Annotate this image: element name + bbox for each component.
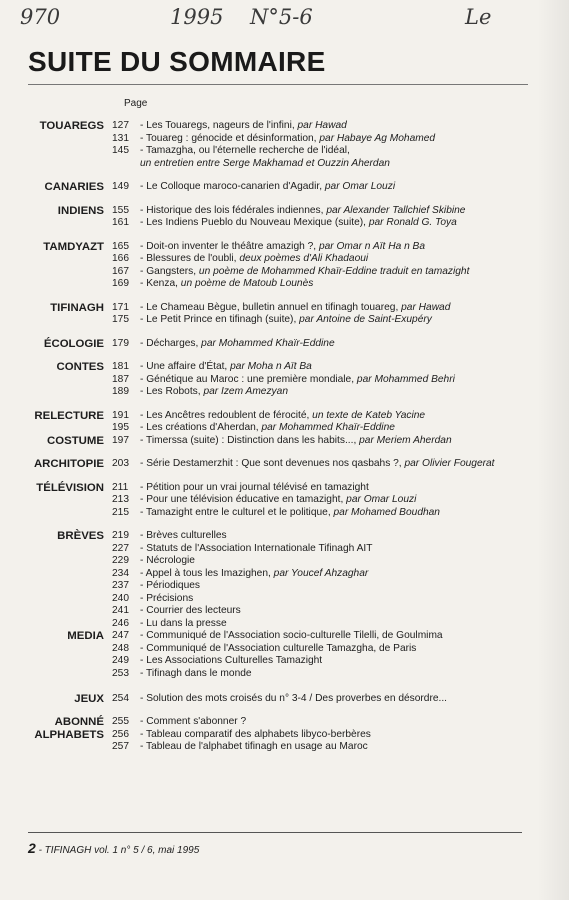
entry-title: - Les Touaregs, nageurs de l'infini, — [140, 120, 295, 131]
entry-page-number: 219 — [112, 530, 129, 541]
section-categories — [0, 205, 112, 230]
category-label: ALPHABETS — [34, 728, 104, 741]
entry-page-number: 165 — [112, 240, 129, 252]
toc-entry — [112, 568, 569, 581]
category-label — [0, 580, 104, 593]
entry-title: - Pétition pour un vrai journal télévisé en tamazight — [140, 481, 369, 493]
toc-section — [0, 361, 569, 399]
entry-page-number: 253 — [112, 667, 129, 679]
category-label: MEDIA — [67, 630, 104, 642]
toc-entry — [112, 145, 569, 158]
entry-page-number — [112, 680, 140, 693]
toc-entry — [112, 217, 569, 230]
section-entries — [112, 120, 569, 170]
toc-entry — [112, 716, 569, 729]
entry-author: par Hawad — [401, 301, 451, 313]
handwritten-year: 1995 — [170, 5, 224, 29]
entry-author: par Mohammed Khaïr-Eddine — [201, 337, 335, 349]
category-label: CONTES — [56, 361, 104, 373]
entry-title: - Génétique au Maroc : une première mondiale, — [140, 373, 355, 385]
entry-author: par Antoine de Saint-Exupéry — [299, 314, 432, 325]
toc-entry — [112, 530, 569, 543]
toc-entry — [112, 181, 569, 194]
toc-entry — [112, 253, 569, 266]
entry-title: - Courrier des lecteurs — [140, 605, 241, 616]
category-label: TAMDYAZT — [43, 240, 104, 253]
toc-entry — [112, 555, 569, 568]
section-entries — [112, 482, 569, 520]
entry-title: - Doit-on inventer le théâtre amazigh ?, — [140, 240, 317, 252]
entry-page-number: 187 — [112, 373, 129, 385]
toc-entry — [112, 494, 569, 507]
entry-title: - Tableau de l'alphabet tifinagh en usage au Maroc — [140, 741, 368, 752]
section-categories — [0, 181, 112, 194]
section-categories — [0, 120, 112, 170]
section-entries — [112, 181, 569, 194]
entry-page-number: 149 — [112, 181, 129, 192]
section-entries — [112, 716, 569, 754]
toc-entry — [112, 205, 569, 218]
entry-page-number: 203 — [112, 458, 129, 469]
toc-entry — [112, 361, 569, 374]
entry-author: par Ronald G. Toya — [368, 217, 457, 228]
entry-title: - Comment s'abonner ? — [140, 716, 247, 727]
section-entries — [112, 205, 569, 230]
entry-continuation: un entretien entre Serge Makhamad et Ouzzin Aherdan — [140, 157, 390, 169]
page-title: SUITE DU SOMMAIRE — [28, 46, 326, 77]
entry-author: par Omar n Aït Ha n Ba — [318, 240, 426, 252]
category-label: INDIENS — [57, 204, 104, 217]
entry-page-number: 131 — [112, 132, 129, 144]
entry-author: par Olivier Fougerat — [404, 458, 495, 469]
entry-title: - Une affaire d'État, — [140, 361, 228, 372]
entry-author: un poème de Matoub Lounès — [180, 278, 314, 289]
toc-section — [0, 410, 569, 448]
toc-section — [0, 458, 569, 471]
section-categories — [0, 482, 112, 520]
section-categories — [0, 458, 112, 471]
toc-entry — [112, 693, 569, 706]
footer-publication: - TIFINAGH vol. 1 n° 5 / 6, mai 1995 — [38, 845, 200, 856]
entry-title: - Nécrologie — [140, 555, 195, 566]
toc-entry — [112, 593, 569, 606]
entry-title: - Blessures de l'oubli, — [140, 253, 237, 264]
entry-page-number: 191 — [112, 409, 129, 421]
section-categories — [0, 530, 112, 705]
entry-title: - Historique des lois fédérales indiennes, — [140, 204, 324, 216]
toc-entry — [112, 435, 569, 448]
entry-page-number: 166 — [112, 253, 129, 264]
entry-page-number: 229 — [112, 555, 129, 566]
entry-page-number: 169 — [112, 278, 129, 289]
section-categories — [0, 241, 112, 291]
entry-title: - Les Robots, — [140, 386, 201, 397]
entry-title: - Les Associations Culturelles Tamazight — [140, 655, 323, 666]
entry-title: - Périodiques — [140, 580, 201, 591]
toc-entry — [112, 386, 569, 399]
toc-entry — [112, 680, 569, 693]
toc-entry — [112, 643, 569, 656]
toc-entry — [112, 120, 569, 133]
entry-page-number: 247 — [112, 630, 129, 641]
entry-author: par Mohammed Behri — [356, 373, 455, 385]
entry-author: par Omar Louzi — [324, 181, 396, 192]
category-label — [0, 605, 104, 618]
category-label: JEUX — [74, 692, 104, 705]
entry-title: - Précisions — [140, 592, 194, 604]
handwritten-number: N°5-6 — [250, 5, 313, 29]
entry-page-number: 255 — [112, 716, 129, 727]
category-label: BRÈVES — [57, 530, 104, 542]
toc-section — [0, 120, 569, 170]
section-entries — [112, 338, 569, 351]
page-footer — [28, 840, 199, 856]
entry-title: - Les créations d'Aherdan, — [140, 422, 259, 433]
section-entries — [112, 410, 569, 448]
entry-title: - Tifinagh dans le monde — [140, 667, 252, 679]
toc-entry — [112, 410, 569, 423]
section-categories — [0, 716, 112, 754]
category-label — [0, 668, 104, 681]
category-label: ÉCOLOGIE — [43, 337, 104, 350]
entry-title: - Les Indiens Pueblo du Nouveau Mexique (suite), — [140, 217, 366, 228]
entry-page-number: 179 — [112, 337, 129, 349]
entry-title: - Décharges, — [140, 337, 199, 349]
toc-section — [0, 482, 569, 520]
category-label — [0, 618, 104, 631]
toc-entry — [112, 241, 569, 254]
section-entries — [112, 302, 569, 327]
entry-page-number: 257 — [112, 741, 129, 752]
section-entries — [112, 361, 569, 399]
entry-title: - Pour une télévision éducative en tamazight, — [140, 494, 344, 505]
entry-page-number: 240 — [112, 592, 129, 604]
entry-title: - Touareg : génocide et désinformation, — [140, 132, 317, 144]
category-label — [0, 655, 104, 668]
section-entries — [112, 458, 569, 471]
table-of-contents — [0, 120, 569, 765]
entry-page-number: 189 — [112, 386, 129, 397]
toc-entry — [112, 422, 569, 435]
entry-page-number: 197 — [112, 434, 129, 446]
entry-page-number: 181 — [112, 361, 129, 372]
entry-author: par Alexander Tallchief Skibine — [326, 204, 466, 216]
entry-page-number: 155 — [112, 204, 129, 216]
entry-page-number: 127 — [112, 120, 129, 131]
toc-entry — [112, 543, 569, 556]
entry-title: - Appel à tous les Imazighen, — [140, 567, 271, 579]
entry-author: par Izem Amezyan — [203, 386, 288, 397]
page-column-label: Page — [124, 98, 148, 109]
title-divider — [28, 84, 528, 85]
toc-entry — [112, 338, 569, 351]
entry-author: par Youcef Ahzaghar — [273, 567, 369, 579]
entry-author: un texte de Kateb Yacine — [312, 409, 426, 421]
toc-entry — [112, 668, 569, 681]
handwritten-code: 970 — [20, 5, 61, 29]
category-label — [0, 593, 104, 606]
category-label: TÉLÉVISION — [36, 481, 104, 494]
entry-page-number: 248 — [112, 642, 129, 654]
category-label: ABONNÉ — [54, 716, 104, 728]
entry-page-number: 167 — [112, 265, 129, 277]
entry-author: par Moha n Aït Ba — [230, 361, 312, 372]
toc-entry — [112, 314, 569, 327]
footer-divider — [28, 832, 522, 833]
entry-page-number: 254 — [112, 692, 129, 704]
toc-section — [0, 338, 569, 351]
toc-entry — [112, 266, 569, 279]
category-label — [0, 422, 104, 435]
toc-section — [0, 241, 569, 291]
entry-page-number: 161 — [112, 217, 129, 228]
handwritten-mark: Le — [465, 5, 492, 29]
section-categories — [0, 338, 112, 351]
entry-author: par Mohamed Boudhan — [333, 506, 440, 518]
entry-page-number: 171 — [112, 301, 129, 313]
toc-section — [0, 716, 569, 754]
category-label: TIFINAGH — [50, 301, 104, 314]
toc-entry — [112, 507, 569, 520]
entry-page-number: 215 — [112, 506, 129, 518]
entry-title: - Gangsters, — [140, 265, 197, 277]
entry-page-number: 145 — [112, 145, 129, 156]
entry-author: par Hawad — [297, 120, 347, 131]
entry-title: - Tamazight entre le culturel et le politique, — [140, 506, 331, 518]
entry-title: - Communiqué de l'Association socio-culturelle Tilelli, de Goulmima — [140, 630, 443, 641]
toc-section — [0, 302, 569, 327]
entry-title: - Statuts de l'Association Internationale Tifinagh AIT — [140, 542, 373, 554]
entry-author: par Mohammed Khaïr-Eddine — [261, 422, 395, 433]
entry-title: - Les Ancêtres redoublent de férocité, — [140, 409, 310, 421]
entry-author: par Meriem Aherdan — [359, 434, 452, 446]
section-entries — [112, 530, 569, 705]
toc-entry — [112, 374, 569, 387]
entry-title: - Tamazgha, ou l'éternelle recherche de l'idéal, — [140, 145, 350, 156]
entry-author: par Habaye Ag Mohamed — [319, 132, 436, 144]
toc-section — [0, 530, 569, 705]
handwritten-notes — [20, 5, 540, 45]
entry-title: - Tableau comparatif des alphabets libyco-berbères — [140, 728, 371, 740]
toc-entry — [112, 741, 569, 754]
entry-page-number: 213 — [112, 494, 129, 505]
entry-page-number: 211 — [112, 481, 129, 493]
entry-page-number: 249 — [112, 655, 129, 666]
entry-title: - Le Chameau Bègue, bulletin annuel en tifinagh touareg, — [140, 301, 399, 313]
entry-page-number: 256 — [112, 728, 129, 740]
entry-title: - Lu dans la presse — [140, 617, 227, 629]
entry-title: - Le Colloque maroco-canarien d'Agadir, — [140, 181, 323, 192]
footer-page-number: 2 — [28, 840, 36, 856]
category-label: COSTUME — [47, 434, 104, 447]
category-label — [0, 555, 104, 568]
toc-entry — [112, 133, 569, 146]
category-label — [0, 543, 104, 556]
toc-entry — [112, 729, 569, 742]
entry-page-number: 237 — [112, 580, 129, 591]
category-label: ARCHITOPIE — [33, 458, 104, 470]
section-entries — [112, 241, 569, 291]
toc-entry — [112, 630, 569, 643]
toc-entry — [112, 655, 569, 668]
entry-page-number: 195 — [112, 422, 129, 433]
entry-author: un poème de Mohammed Khaïr-Eddine traduit en tamazight — [198, 265, 470, 277]
toc-entry — [112, 618, 569, 631]
toc-entry — [112, 482, 569, 495]
entry-title: - Timerssa (suite) : Distinction dans les habits..., — [140, 434, 357, 446]
entry-title: - Brèves culturelles — [140, 530, 227, 541]
entry-author: deux poèmes d'Ali Khadaoui — [239, 253, 369, 264]
section-categories — [0, 410, 112, 448]
entry-title: - Le Petit Prince en tifinagh (suite), — [140, 314, 297, 325]
category-label — [0, 643, 104, 656]
section-categories — [0, 361, 112, 399]
entry-title: - Série Destamerzhit : Que sont devenues nos qasbahs ?, — [140, 458, 402, 469]
entry-page-number: 175 — [112, 314, 129, 325]
entry-page-number: 246 — [112, 617, 129, 629]
category-label: CANARIES — [44, 181, 104, 193]
entry-page-number: 241 — [112, 605, 129, 616]
toc-entry — [112, 605, 569, 618]
section-categories — [0, 302, 112, 327]
entry-page-number: 227 — [112, 542, 129, 554]
category-label: RELECTURE — [34, 409, 104, 422]
category-label — [0, 680, 104, 693]
category-label: TOUAREGS — [39, 120, 104, 132]
toc-entry — [112, 580, 569, 593]
entry-title: - Kenza, — [140, 278, 178, 289]
entry-author: par Omar Louzi — [346, 494, 417, 505]
toc-section — [0, 205, 569, 230]
toc-entry — [112, 302, 569, 315]
toc-entry — [112, 458, 569, 471]
entry-page-number: 234 — [112, 567, 129, 579]
toc-section — [0, 181, 569, 194]
category-label — [0, 568, 104, 581]
toc-entry — [112, 278, 569, 291]
entry-title: - Solution des mots croisés du n° 3-4 / Des proverbes en désordre... — [140, 692, 448, 704]
entry-title: - Communiqué de l'Association culturelle Tamazgha, de Paris — [140, 642, 417, 654]
